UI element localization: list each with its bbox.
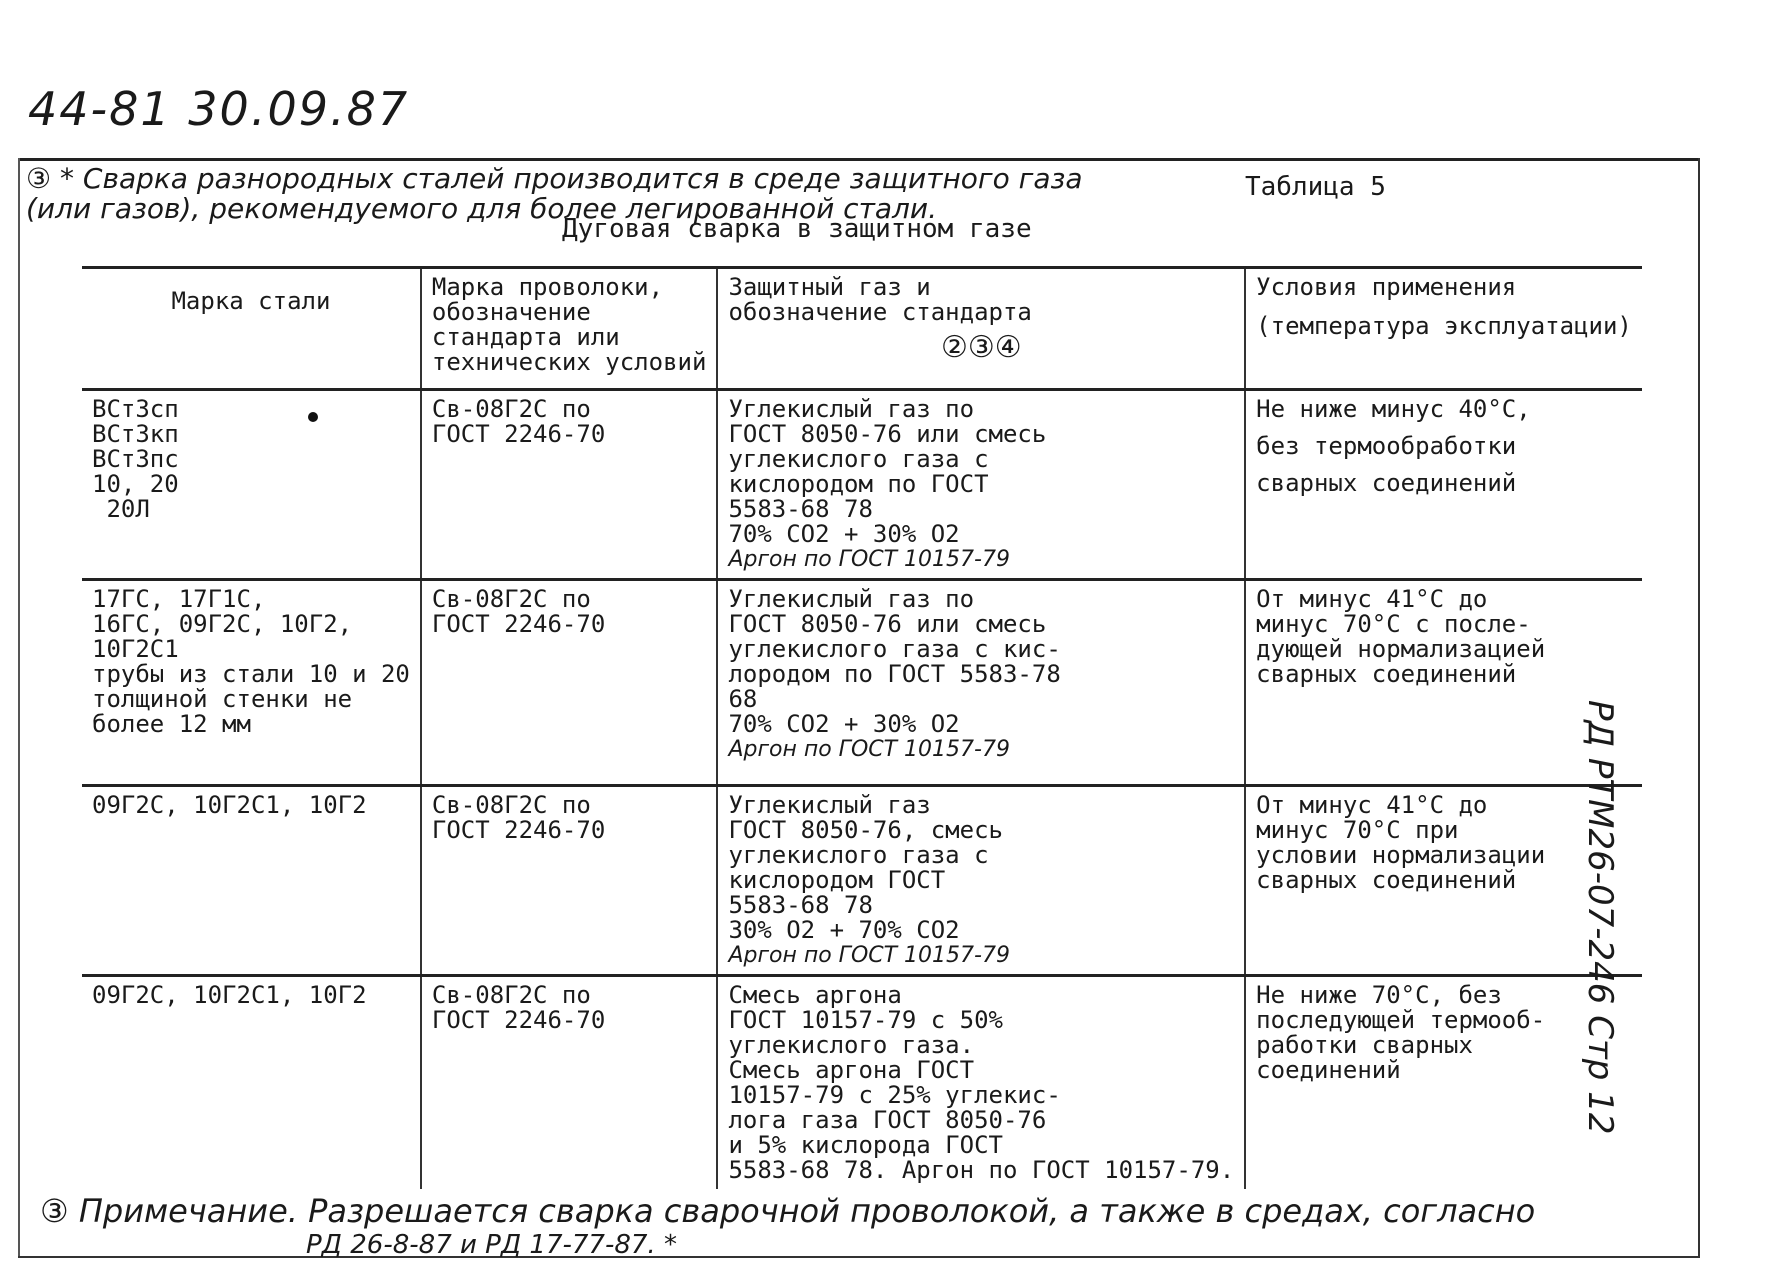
circled-markers: ②③④ [940,330,1022,365]
cell-gas: Углекислый газ ГОСТ 8050-76, смесь углекислого газа с кислородом ГОСТ 5583-68 78 30% O2 + 70% CO2 Аргон по ГОСТ 10157-79 [717,786,1245,976]
header-note-line-2: (или газов), рекомендуемого для более легированной стали. [26,192,938,225]
cell-steel: 09Г2С, 10Г2С1, 10Г2 [92,791,367,819]
side-document-stamp: РД РТМ26-07-246 Стр 12 [1580,700,1620,1135]
handwritten-date-note: 44-81 30.09.87 [28,82,410,136]
header-wire-grade: Марка проволоки, обозначение стандарта или технических условий [421,268,718,390]
frame-left-border [18,158,20,1256]
cell-conditions: От минус 41°С до минус 70°С с после- дующей нормализацией сварных соединений [1245,580,1642,786]
header-steel-grade: Марка стали [171,287,331,315]
table-row [82,580,1642,786]
table-row [82,976,1642,1190]
footnote-line-2: РД 26-8-87 и РД 17-77-87. * [306,1230,677,1260]
frame-right-border [1698,158,1700,1256]
cell-wire: Св-08Г2С по ГОСТ 2246-70 [421,786,718,976]
cell-steel: 09Г2С, 10Г2С1, 10Г2 [92,981,367,1009]
cell-conditions: От минус 41°С до минус 70°С при условии нормализации сварных соединений [1245,786,1642,976]
cell-wire: Св-08Г2С по ГОСТ 2246-70 [421,390,718,580]
stray-ink-dot [308,412,318,422]
cell-wire: Св-08Г2С по ГОСТ 2246-70 [421,580,718,786]
table-row [82,786,1642,976]
welding-table [82,266,1642,1189]
cell-gas: Углекислый газ по ГОСТ 8050-76 или смесь углекислого газа с кис- лородом по ГОСТ 5583-78 68 70% CO2 + 30% O2 Аргон по ГОСТ 10157-79 [717,580,1245,786]
table-title: Дуговая сварка в защитном газе [562,214,1032,244]
footnote-line-1: ③ Примечание. Разрешается сварка сварочной проволокой, а также в средах, согласно [40,1192,1536,1230]
cell-gas: Смесь аргона ГОСТ 10157-79 с 50% углекислого газа. Смесь аргона ГОСТ 10157-79 с 25% углекис- лога газа ГОСТ 8050-76 и 5% кислорода ГОСТ 5583-68 78. Аргон по ГОСТ 10157-79. [717,976,1245,1190]
frame-top-border [18,158,1700,161]
table-label: Таблица 5 [1245,172,1386,202]
cell-steel: ВСт3сп ВСт3кп ВСт3пс 10, 20 20Л [92,395,179,523]
cell-wire: Св-08Г2С по ГОСТ 2246-70 [421,976,718,1190]
handwritten-argon-note: Аргон по ГОСТ 10157-79 [728,943,1010,968]
header-note-line-1: ③ * Сварка разнородных сталей производится в среде защитного газа [26,162,1083,195]
header-conditions: Условия применения (температура эксплуатации) [1245,268,1642,390]
handwritten-argon-note: Аргон по ГОСТ 10157-79 [728,547,1010,572]
handwritten-argon-note: Аргон по ГОСТ 10157-79 [728,737,1010,762]
cell-gas: Углекислый газ по ГОСТ 8050-76 или смесь углекислого газа с кислородом по ГОСТ 5583-68 78 70% CO2 + 30% O2 Аргон по ГОСТ 10157-79 [717,390,1245,580]
cell-conditions: Не ниже 70°С, без последующей термооб- работки сварных соединений [1245,976,1642,1190]
cell-conditions: Не ниже минус 40°С, без термообработки сварных соединений [1245,390,1642,580]
frame-bottom-border [18,1256,1700,1258]
cell-steel: 17ГС, 17Г1С, 16ГС, 09Г2С, 10Г2, 10Г2С1 трубы из стали 10 и 20 толщиной стенки не более 12 мм [92,585,410,738]
table-header-row [82,268,1642,390]
header-shielding-gas: Защитный газ и обозначение стандарта ②③④ [717,268,1245,390]
